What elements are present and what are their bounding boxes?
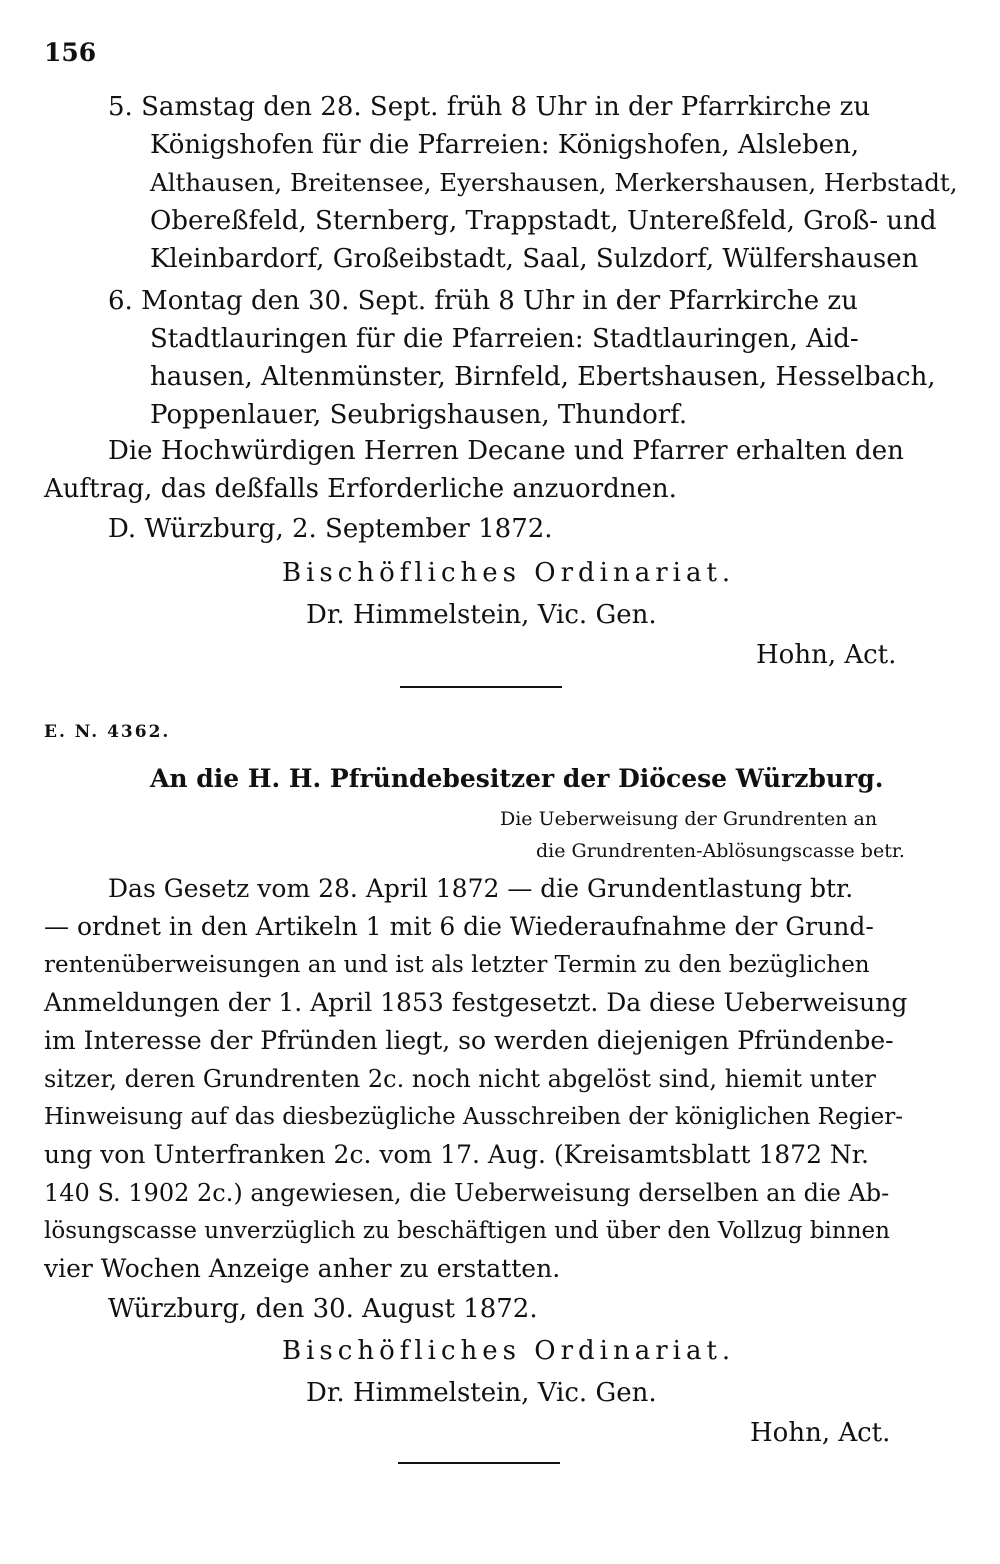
item-6-line-1: 6. Montag den 30. Sept. früh 8 Uhr in der Pfarrkirche zu [108, 286, 858, 316]
body-line-8: ung von Unterfranken 2c. vom 17. Aug. (Kreisamtsblatt 1872 Nr. [44, 1140, 869, 1169]
body-line-6: sitzer, deren Grundrenten 2c. noch nicht abgelöst sind, hiemit unter [44, 1065, 876, 1093]
item-6-line-2: Stadtlauringen für die Pfarreien: Stadtlauringen, Aid- [150, 324, 859, 354]
page-number: 156 [44, 38, 97, 67]
body-line-4: Anmeldungen der 1. April 1853 festgesetzt. Da diese Ueberweisung [44, 988, 908, 1017]
section2-heading: An die H. H. Pfründebesitzer der Diöcese Würzburg. [150, 764, 884, 793]
item-5-line-2: Königshofen für die Pfarreien: Königshofen, Alsleben, [150, 130, 860, 160]
body-line-11: vier Wochen Anzeige anher zu erstatten. [44, 1254, 561, 1283]
section2-signatory: Dr. Himmelstein, Vic. Gen. [306, 1378, 657, 1408]
closing-line-2: Auftrag, das deßfalls Erforderliche anzuordnen. [44, 474, 677, 504]
body-line-2: — ordnet in den Artikeln 1 mit 6 die Wiederaufnahme der Grund- [44, 912, 874, 941]
item-5-line-4: Obereßfeld, Sternberg, Trappstadt, Untereßfeld, Groß- und [150, 206, 937, 236]
body-line-9: 140 S. 1902 2c.) angewiesen, die Ueberweisung derselben an die Ab- [44, 1179, 890, 1207]
section1-signatory: Dr. Himmelstein, Vic. Gen. [306, 600, 657, 630]
section-divider [400, 686, 562, 688]
section2-clerk: Hohn, Act. [750, 1418, 891, 1448]
body-line-3: rentenüberweisungen an und ist als letzter Termin zu den bezüglichen [44, 952, 870, 978]
section1-clerk: Hohn, Act. [756, 640, 897, 670]
item-5-line-1: 5. Samstag den 28. Sept. früh 8 Uhr in der Pfarrkirche zu [108, 92, 871, 122]
section1-authority: Bischöfliches Ordinariat. [282, 558, 736, 588]
body-line-5: im Interesse der Pfründen liegt, so werden diejenigen Pfründenbe- [44, 1026, 894, 1055]
subject-line-2: die Grundrenten-Ablösungscasse betr. [536, 840, 905, 862]
item-6-line-3: hausen, Altenmünster, Birnfeld, Ebertshausen, Hesselbach, [150, 362, 936, 392]
body-line-1: Das Gesetz vom 28. April 1872 — die Grundentlastung btr. [108, 874, 854, 903]
section2-date: Würzburg, den 30. August 1872. [108, 1294, 538, 1324]
document-id: E. N. 4362. [44, 722, 171, 742]
item-5-line-5: Kleinbardorf, Großeibstadt, Saal, Sulzdorf, Wülfershausen [150, 244, 919, 274]
body-line-10: lösungscasse unverzüglich zu beschäftigen und über den Vollzug binnen [44, 1218, 890, 1244]
end-divider [398, 1462, 560, 1464]
closing-line-1: Die Hochwürdigen Herren Decane und Pfarrer erhalten den [108, 436, 904, 466]
section1-date: D. Würzburg, 2. September 1872. [108, 514, 553, 544]
item-5-line-3: Althausen, Breitensee, Eyershausen, Merkershausen, Herbstadt, [150, 168, 958, 197]
section2-authority: Bischöfliches Ordinariat. [282, 1336, 736, 1366]
subject-line-1: Die Ueberweisung der Grundrenten an [500, 808, 878, 830]
item-6-line-4: Poppenlauer, Seubrigshausen, Thundorf. [150, 400, 688, 430]
body-line-7: Hinweisung auf das diesbezügliche Ausschreiben der königlichen Regier- [44, 1104, 904, 1130]
